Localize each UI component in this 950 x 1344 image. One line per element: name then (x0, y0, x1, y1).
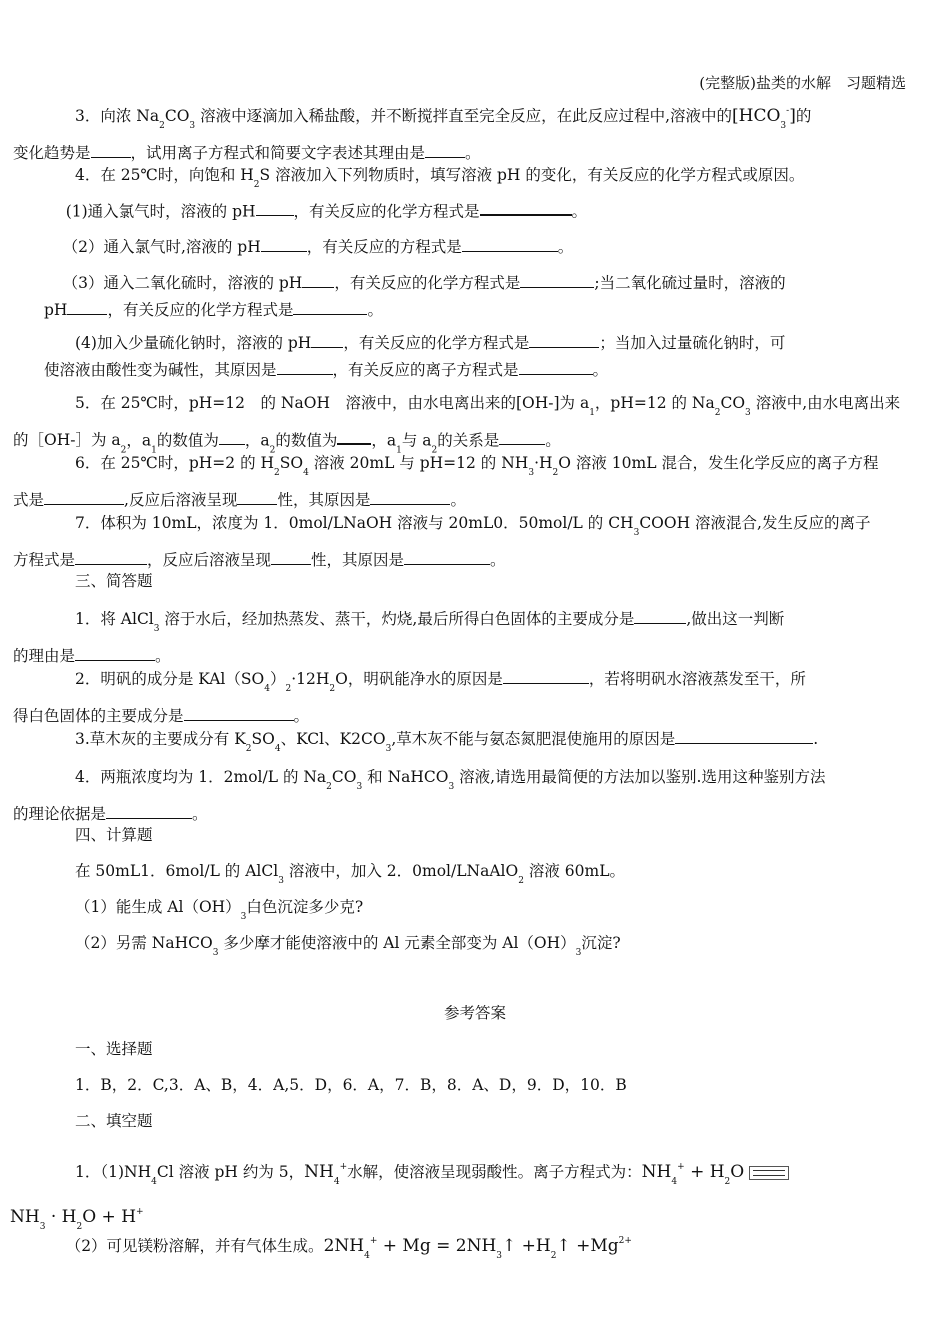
answers-choices: 1．B，2．C,3．A、B，4．A,5．D，6．A，7．B，8．A、D，9．D，10．B (75, 1076, 627, 1094)
blank[interactable] (75, 548, 147, 565)
blank[interactable] (480, 198, 572, 216)
hydrolysis-equation-right: $NH_3 \cdot H_2O + H^+$ (10, 1207, 144, 1232)
blank[interactable] (529, 331, 599, 348)
short-answer-4: 4．两瓶浓度均为 1．2mol/L 的 $Na_2CO_3$ 和 NaHCO$_3$ 溶液,请选用最简便的方法加以鉴别.选用这种鉴别方法 的理论依据是 。 (13, 768, 826, 823)
question-6: 6．在 25℃时，pH=2 的 $H_2SO_4$ 溶液 20mL 与 pH=12 的 $NH_3\cdot H_2O$ 溶液 10mL 混合，发生化学反应的离子方程 式是 ,反应后溶液呈现 性，其原因是 。 (13, 454, 879, 509)
blank[interactable] (370, 488, 450, 505)
blank[interactable] (425, 141, 465, 158)
blank[interactable] (91, 141, 131, 158)
blank[interactable] (302, 271, 334, 288)
blank[interactable] (67, 298, 107, 315)
question-4-part-4: (4)加入少量硫化钠时，溶液的 pH ，有关反应的化学方程式是 ；当加入过量硫化钠时，可 使溶液由酸性变为碱性，其原因是 ，有关反应的离子方程式是 。 (44, 330, 937, 384)
answers-title: 参考答案 (443, 1004, 506, 1022)
blank[interactable] (519, 358, 593, 375)
blank[interactable] (293, 298, 367, 315)
question-4-part-1: (1)通入氯气时，溶液的 pH ，有关反应的化学方程式是 。 (44, 198, 928, 225)
blank[interactable] (271, 548, 311, 565)
section-4-title: 四、计算题 (75, 826, 153, 844)
blank[interactable] (499, 428, 545, 445)
blank[interactable] (634, 607, 686, 624)
short-answer-3: 3.草木灰的主要成分有 $K_2SO_4$、KCl、$K2CO_3$,草木灰不能与氨态氮肥混使施用的原因是 . (44, 726, 906, 763)
short-answer-2: 2．明矾的成分是 $KAl(SO_4)_2\cdot 12H_2O$，明矾能净水的原因是 ，若将明矾水溶液蒸发至干，所 得白色固体的主要成分是 。 (44, 666, 906, 730)
blank[interactable] (311, 331, 343, 348)
magnesium-equation: $2NH_4^+ + Mg$ = $2NH_3↑$ $+H_2↑ +Mg^{2+}$ (323, 1236, 632, 1261)
hydrolysis-equation-left: $NH_4^+ + H_2O$ (641, 1162, 745, 1187)
blank[interactable] (462, 235, 558, 252)
blank[interactable] (184, 704, 294, 721)
page-header: (完整版)盐类的水解 习题精选 (699, 74, 906, 92)
blank[interactable] (237, 488, 277, 505)
ammonium-ion: $NH_4^+$ (304, 1162, 348, 1187)
answers-section-2: 二、填空题 (75, 1112, 153, 1130)
section-3-title: 三、简答题 (75, 572, 153, 590)
answer-fill-2: （2）可见镁粉溶解，并有气体生成。$2NH_4^+ + Mg$ = $2NH_3↑$ $+H_2↑ +Mg^{2+}$ (65, 1236, 632, 1261)
question-5: 5．在 25℃时，pH=12 的 NaOH 溶液中，由水电离出来的[OH-]为 $a_1$，pH=12 的 $Na_2CO_3$ 溶液中,由水电离出来 的［OH-］为 $a_2$，$a_1$的数值为 ，$a_2$的数值为 ，$a_1$与 $a_2$的关系是 。 (13, 394, 901, 456)
blank[interactable] (520, 271, 594, 288)
answer-fill-1: 1．$(1)NH_4Cl$ 溶液 pH 约为 5，$NH_4^+$水解，使溶液呈现弱酸性。离子方程式为：$NH_4^+ + H_2O$ $NH_3 \cdot H_2O + H^+$ (44, 1152, 906, 1242)
question-4-part-3: （3）通入二氧化硫时，溶液的 pH ，有关反应的化学方程式是 ;当二氧化硫过量时，溶液的 pH ，有关反应的化学方程式是 。 (44, 270, 925, 324)
question-3: 3．向浓 $Na_2CO_3$ 溶液中逐滴加入稀盐酸，并不断搅拌直至完全反应，在此反应过程中,溶液中的$[HCO_3^-]$的 变化趋势是 ，试用离子方程式和简要文字表述其理由是 。 (13, 106, 812, 162)
blank[interactable] (404, 548, 490, 565)
question-4: 4．在 25℃时，向饱和 $H_2S$ 溶液加入下列物质时，填写溶液 pH 的变化，有关反应的化学方程式或原因。 (75, 166, 805, 190)
bicarbonate-ion: $[HCO_3^-]$ (732, 106, 796, 131)
blank[interactable] (75, 644, 155, 661)
calc-problem: 在 50mL1．6mol/L 的 AlCl$_3$ 溶液中，加入 2．0mol/LNaAlO$_2$ 溶液 60mL。 (75, 862, 625, 886)
blank[interactable] (256, 199, 294, 216)
question-4-part-2: （2）通入氯气时,溶液的 pH ，有关反应的方程式是 。 (44, 234, 925, 261)
short-answer-1: 1．将 AlCl$_3$ 溶于水后，经加热蒸发、蒸干，灼烧,最后所得白色固体的主要成分是 ,做出这一判断 的理由是 。 (44, 606, 906, 670)
blank[interactable] (44, 488, 124, 505)
blank[interactable] (106, 802, 192, 819)
calc-part-1: （1）能生成 $Al(OH)_3$白色沉淀多少克? (75, 898, 364, 922)
answers-section-1: 一、选择题 (75, 1040, 153, 1058)
equilibrium-arrow-icon (749, 1166, 789, 1180)
blank[interactable] (503, 667, 589, 684)
question-7: 7．体积为 10mL，浓度为 1．0mol/LNaOH 溶液与 20mL0．50mol/L 的 $CH_3COOH$ 溶液混合,发生反应的离子 方程式是 ，反应后溶液呈现 性，其原因是 。 (13, 514, 871, 569)
blank[interactable] (277, 358, 333, 375)
blank[interactable] (261, 235, 307, 252)
blank[interactable] (675, 727, 813, 744)
blank[interactable] (219, 428, 245, 445)
blank[interactable] (337, 427, 371, 445)
calc-part-2: （2）另需 NaHCO$_3$ 多少摩才能使溶液中的 Al 元素全部变为 $Al(OH)_3$沉淀? (75, 934, 621, 958)
